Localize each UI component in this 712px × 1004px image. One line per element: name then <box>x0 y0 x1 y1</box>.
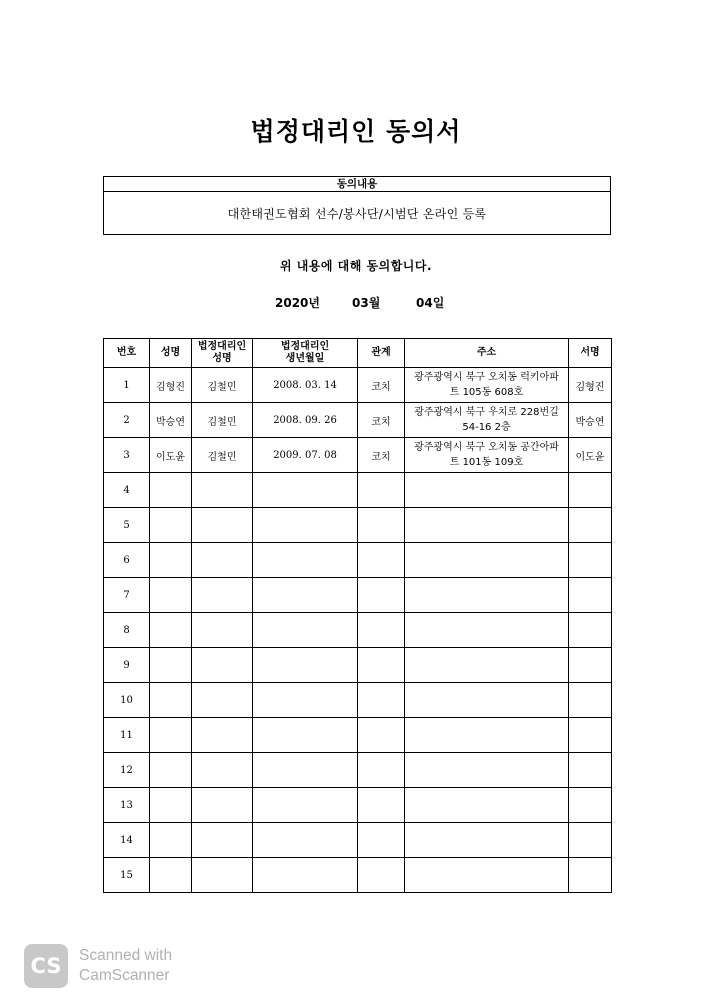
row-address <box>405 753 569 788</box>
table-body <box>104 368 612 893</box>
header-relation: 관계 <box>358 339 405 368</box>
table-row <box>104 718 612 753</box>
row-guardian-birth <box>253 508 358 543</box>
row-address <box>405 473 569 508</box>
row-name <box>150 858 192 893</box>
row-number: 12 <box>104 753 150 788</box>
header-number: 번호 <box>104 339 150 368</box>
agreement-text: 위 내용에 대해 동의합니다. <box>279 259 433 273</box>
header-name: 성명 <box>150 339 192 368</box>
row-guardian-name <box>192 473 253 508</box>
row-number: 6 <box>104 543 150 578</box>
table-header-row <box>104 339 612 368</box>
row-guardian-name <box>192 508 253 543</box>
row-name <box>150 788 192 823</box>
row-guardian-birth <box>253 823 358 858</box>
row-relation <box>358 473 405 508</box>
row-name <box>150 578 192 613</box>
table-row <box>104 368 612 403</box>
row-guardian-birth: 2008. 09. 26 <box>253 403 358 438</box>
date-month: 03월 <box>352 296 381 310</box>
consent-box <box>103 176 611 235</box>
header-address: 주소 <box>405 339 569 368</box>
row-number: 1 <box>104 368 150 403</box>
row-signature <box>569 648 612 683</box>
row-address <box>405 648 569 683</box>
row-relation <box>358 718 405 753</box>
row-relation <box>358 683 405 718</box>
row-signature <box>569 683 612 718</box>
guardian-table <box>103 338 612 893</box>
table-row <box>104 508 612 543</box>
row-name <box>150 823 192 858</box>
table-row <box>104 753 612 788</box>
table-row <box>104 543 612 578</box>
row-guardian-name <box>192 578 253 613</box>
row-address <box>405 368 569 403</box>
row-number: 5 <box>104 508 150 543</box>
row-signature <box>569 753 612 788</box>
row-guardian-birth: 2009. 07. 08 <box>253 438 358 473</box>
row-guardian-birth <box>253 578 358 613</box>
row-signature <box>569 788 612 823</box>
header-guardian-name <box>192 339 253 368</box>
row-name: 박승연 <box>150 403 192 438</box>
consent-header: 동의내용 <box>104 177 610 192</box>
row-name <box>150 508 192 543</box>
row-relation <box>358 613 405 648</box>
row-name: 김형진 <box>150 368 192 403</box>
row-address <box>405 578 569 613</box>
row-guardian-name: 김철민 <box>192 368 253 403</box>
row-number: 15 <box>104 858 150 893</box>
row-guardian-birth <box>253 473 358 508</box>
row-guardian-birth <box>253 648 358 683</box>
row-address <box>405 508 569 543</box>
header-guardian-birth-line2: 생년월일 <box>285 353 325 364</box>
table-row <box>104 613 612 648</box>
row-address <box>405 683 569 718</box>
row-relation <box>358 543 405 578</box>
row-address <box>405 823 569 858</box>
row-signature: 박승연 <box>569 403 612 438</box>
row-number: 11 <box>104 718 150 753</box>
row-guardian-birth <box>253 753 358 788</box>
row-signature <box>569 718 612 753</box>
row-relation <box>358 788 405 823</box>
table-row <box>104 438 612 473</box>
row-address-line1: 광주광역시 북구 우치로 228번길 <box>414 407 559 418</box>
row-signature <box>569 578 612 613</box>
row-guardian-name <box>192 543 253 578</box>
table-row <box>104 578 612 613</box>
row-address-line2: 트 105동 608호 <box>449 387 524 398</box>
row-relation <box>358 578 405 613</box>
row-guardian-birth: 2008. 03. 14 <box>253 368 358 403</box>
row-number: 13 <box>104 788 150 823</box>
date-day: 04일 <box>416 296 445 310</box>
table-row <box>104 403 612 438</box>
header-guardian-name-line1: 법정대리인 <box>197 341 247 352</box>
row-name <box>150 473 192 508</box>
row-signature <box>569 858 612 893</box>
row-guardian-name <box>192 718 253 753</box>
row-guardian-name <box>192 858 253 893</box>
row-relation <box>358 858 405 893</box>
row-relation <box>358 508 405 543</box>
row-guardian-name <box>192 753 253 788</box>
row-name <box>150 648 192 683</box>
row-number: 14 <box>104 823 150 858</box>
row-name <box>150 753 192 788</box>
row-name <box>150 613 192 648</box>
table-row <box>104 858 612 893</box>
row-relation: 코치 <box>358 438 405 473</box>
row-number: 9 <box>104 648 150 683</box>
row-name <box>150 683 192 718</box>
row-number: 2 <box>104 403 150 438</box>
header-signature: 서명 <box>569 339 612 368</box>
row-signature <box>569 473 612 508</box>
row-address <box>405 613 569 648</box>
row-guardian-birth <box>253 788 358 823</box>
date-year: 2020년 <box>275 296 320 310</box>
row-signature: 김형진 <box>569 368 612 403</box>
document-title: 법정대리인 동의서 <box>250 117 462 146</box>
row-guardian-birth <box>253 858 358 893</box>
row-guardian-birth <box>253 613 358 648</box>
camscanner-logo-icon: CS <box>24 944 68 988</box>
table-row <box>104 473 612 508</box>
watermark-line2: CamScanner <box>79 967 170 984</box>
header-guardian-birth-line1: 법정대리인 <box>280 341 330 352</box>
row-address <box>405 858 569 893</box>
row-number: 4 <box>104 473 150 508</box>
consent-content: 대한태권도협회 선수/봉사단/시범단 온라인 등록 <box>227 206 487 221</box>
row-address-line1: 광주광역시 북구 오치동 럭키아파 <box>414 372 559 383</box>
row-address <box>405 718 569 753</box>
row-number: 10 <box>104 683 150 718</box>
row-number: 3 <box>104 438 150 473</box>
table-row <box>104 823 612 858</box>
row-address <box>405 543 569 578</box>
row-relation <box>358 648 405 683</box>
row-guardian-name <box>192 648 253 683</box>
row-guardian-birth <box>253 543 358 578</box>
row-signature: 이도윤 <box>569 438 612 473</box>
row-signature <box>569 508 612 543</box>
row-number: 7 <box>104 578 150 613</box>
header-guardian-name-line2: 성명 <box>212 353 232 364</box>
row-guardian-name <box>192 613 253 648</box>
row-relation: 코치 <box>358 368 405 403</box>
row-address <box>405 438 569 473</box>
row-address <box>405 403 569 438</box>
row-address <box>405 788 569 823</box>
camscanner-watermark <box>24 944 172 988</box>
table-row <box>104 788 612 823</box>
row-guardian-name <box>192 683 253 718</box>
row-name <box>150 543 192 578</box>
row-guardian-name: 김철민 <box>192 403 253 438</box>
row-guardian-birth <box>253 718 358 753</box>
row-number: 8 <box>104 613 150 648</box>
watermark-text <box>79 946 172 986</box>
row-signature <box>569 613 612 648</box>
table-row <box>104 648 612 683</box>
row-address-line2: 54-16 2층 <box>462 422 511 433</box>
table-row <box>104 683 612 718</box>
row-relation: 코치 <box>358 403 405 438</box>
row-guardian-name: 김철민 <box>192 438 253 473</box>
row-address-line2: 트 101동 109호 <box>449 457 524 468</box>
watermark-line1: Scanned with <box>79 947 173 964</box>
row-guardian-birth <box>253 683 358 718</box>
row-name <box>150 718 192 753</box>
row-relation <box>358 753 405 788</box>
row-signature <box>569 543 612 578</box>
row-address-line1: 광주광역시 북구 오치동 공간아파 <box>414 442 559 453</box>
row-name: 이도윤 <box>150 438 192 473</box>
row-guardian-name <box>192 823 253 858</box>
row-relation <box>358 823 405 858</box>
row-guardian-name <box>192 788 253 823</box>
header-guardian-birth <box>253 339 358 368</box>
row-signature <box>569 823 612 858</box>
